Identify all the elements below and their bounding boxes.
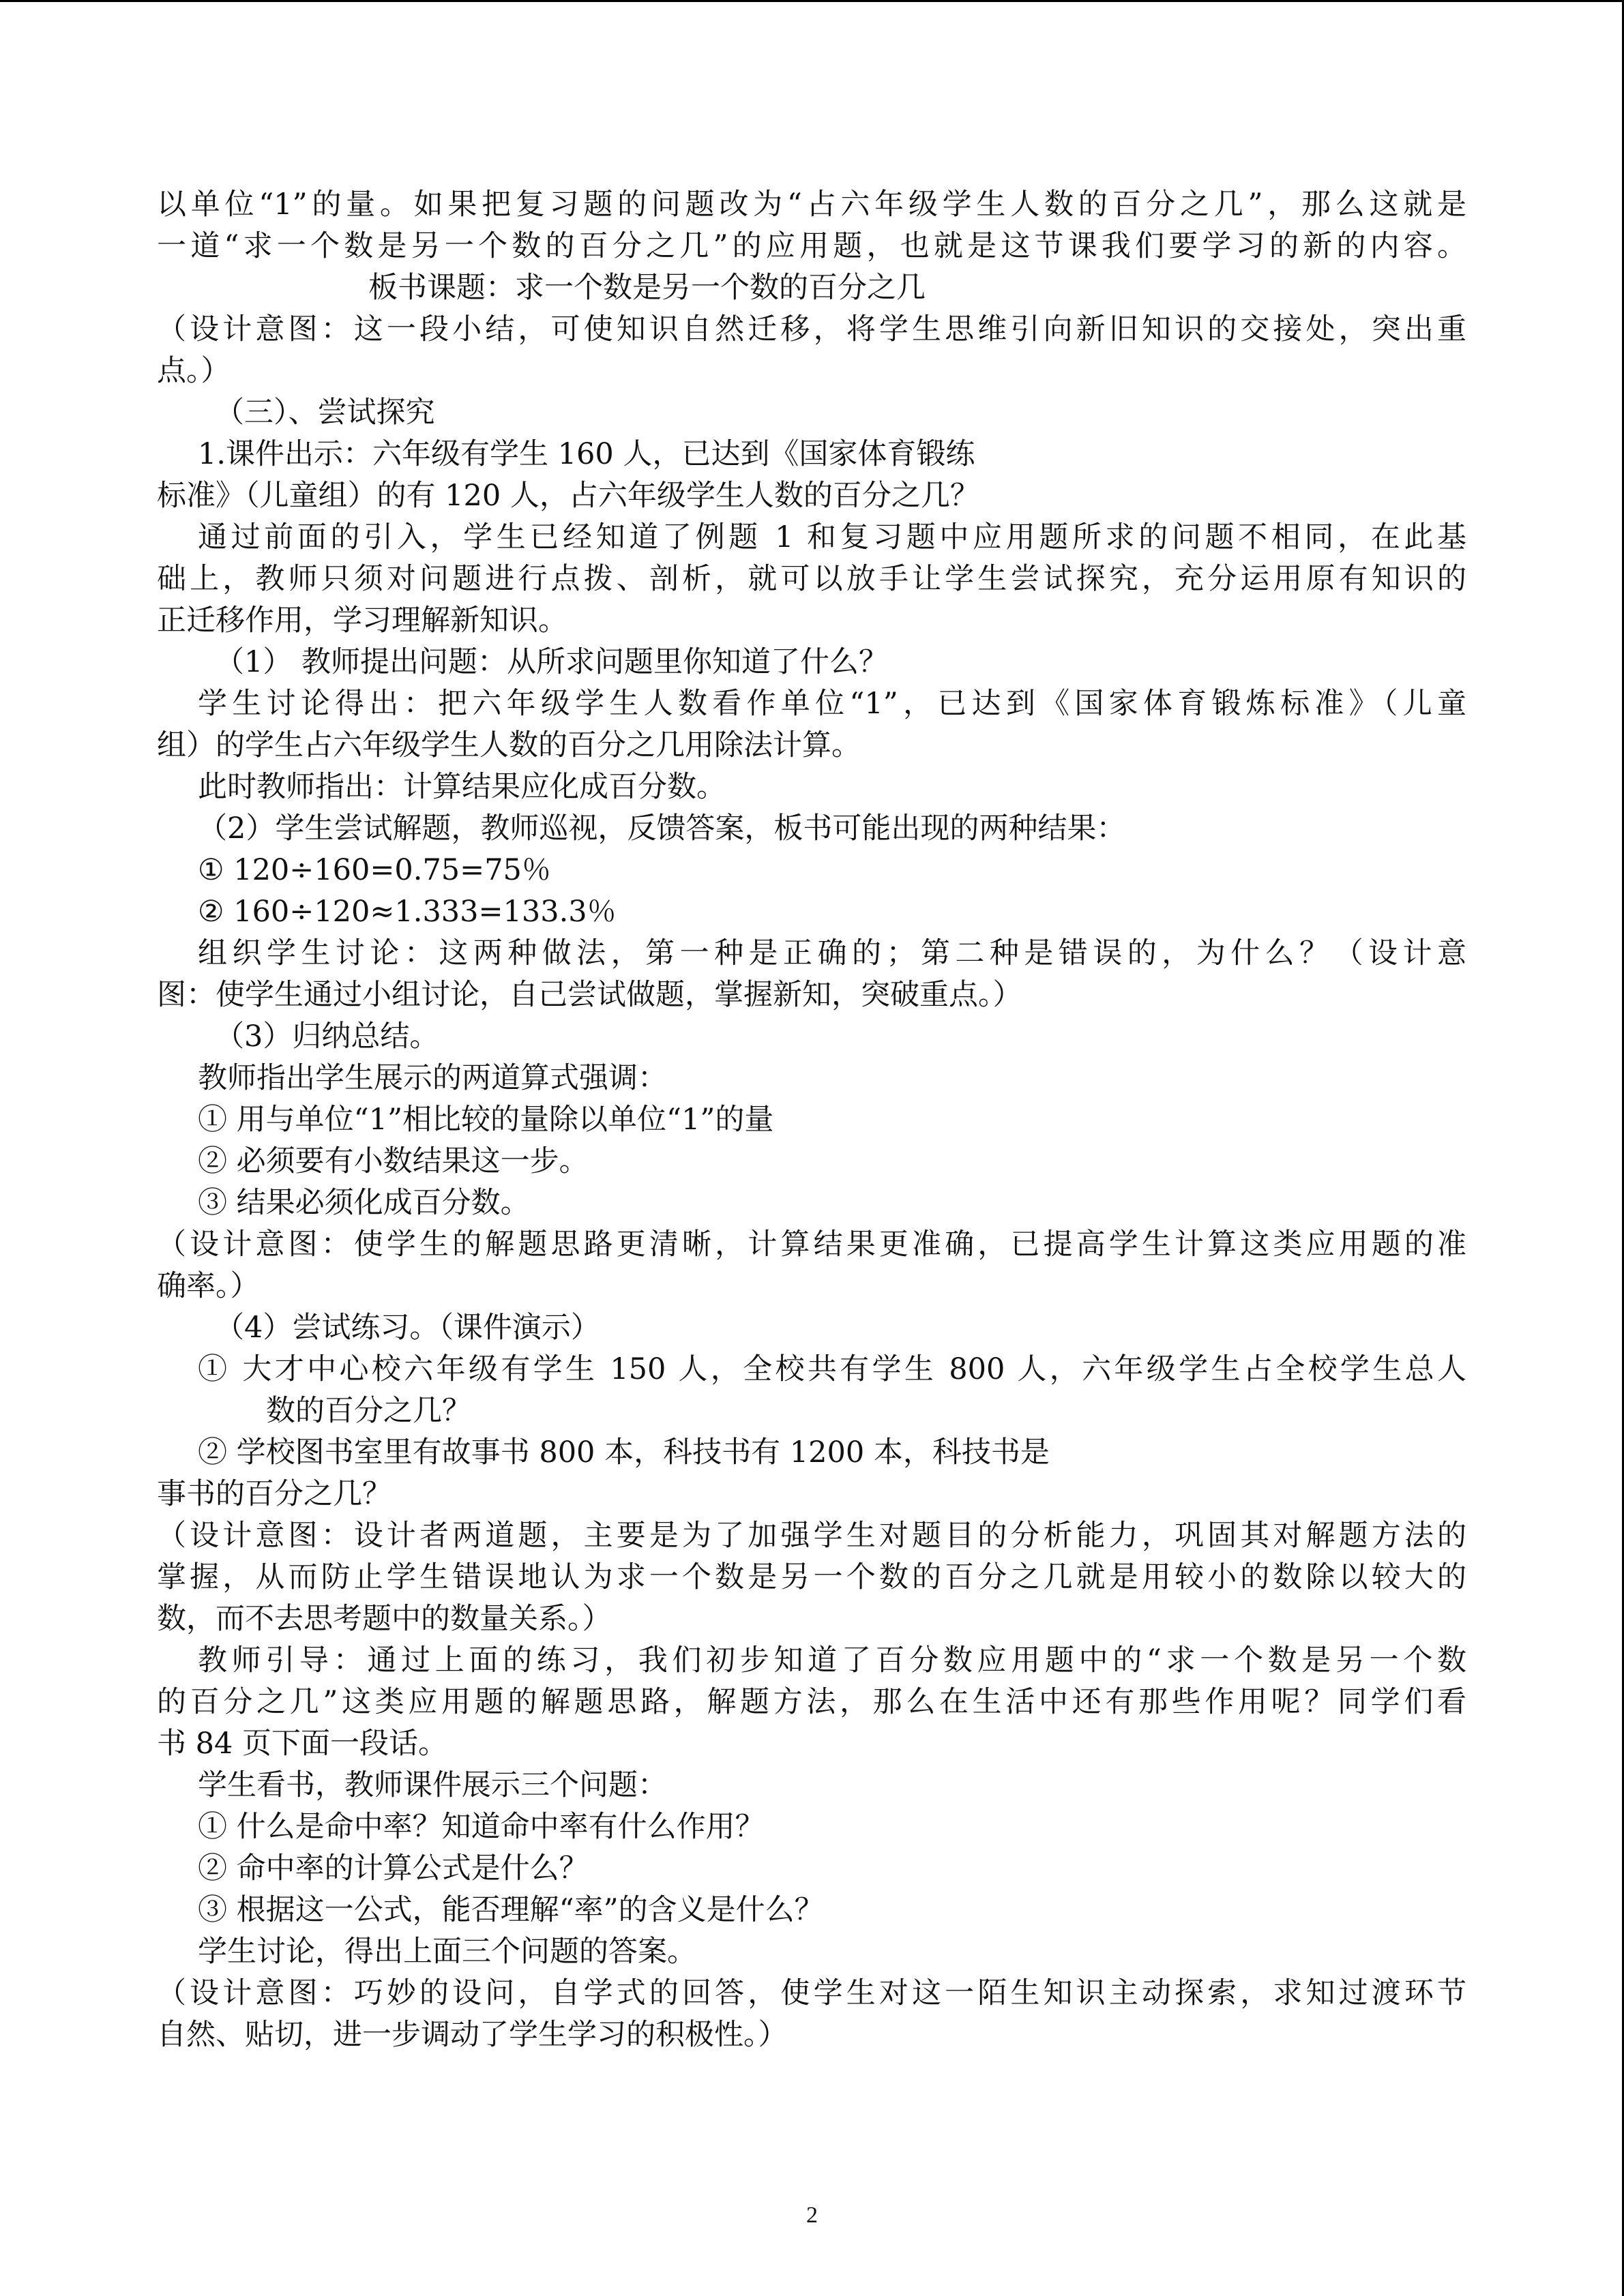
- text-line: 图：使学生通过小组讨论，自己尝试做题，掌握新知，突破重点。）: [157, 978, 1022, 1012]
- text-line: 础上，教师只须对问题进行点拨、剖析，就可以放手让学生尝试探究，充分运用原有知识的: [157, 562, 1466, 596]
- page-border-top: [0, 0, 1624, 2]
- step-heading: （3）归纳总结。: [215, 1019, 439, 1054]
- text-line: 书 84 页下面一段话。: [157, 1727, 448, 1761]
- text-line: 正迁移作用，学习理解新知识。: [157, 603, 567, 638]
- list-item-continuation: 事书的百分之几？: [157, 1477, 392, 1511]
- text-line: 掌握，从而防止学生错误地认为求一个数是另一个数的百分之几就是用较小的数除以较大的: [157, 1560, 1466, 1594]
- list-item: ① 用与单位“1”相比较的量除以单位“1”的量: [198, 1103, 774, 1137]
- design-intent-note: （设计意图：这一段小结，可使知识自然迁移，将学生思维引向新旧知识的交接处，突出重: [157, 312, 1466, 346]
- step-heading: （4）尝试练习。（课件演示）: [215, 1311, 600, 1345]
- list-item: ① 大才中心校六年级有学生 150 人，全校共有学生 800 人，六年级学生占全校学生总人: [198, 1352, 1466, 1386]
- design-intent-note: （设计意图：设计者两道题，主要是为了加强学生对题目的分析能力，巩固其对解题方法的: [157, 1519, 1466, 1553]
- formula-line: ② 160÷120≈1.333=133.3％: [198, 895, 617, 929]
- section-heading: （三）、尝试探究: [215, 396, 435, 430]
- text-line: 教师引导：通过上面的练习，我们初步知道了百分数应用题中的“求一个数是另一个数: [198, 1643, 1466, 1678]
- text-line: 一道“求一个数是另一个数的百分之几”的应用题，也就是这节课我们要学习的新的内容。: [157, 229, 1466, 263]
- list-item: ② 必须要有小数结果这一步。: [198, 1144, 589, 1178]
- text-line: 确率。）: [157, 1269, 260, 1303]
- list-item: ③ 结果必须化成百分数。: [198, 1186, 530, 1220]
- text-line: 学生看书，教师课件展示三个问题：: [198, 1768, 667, 1802]
- list-item-continuation: 数的百分之几？: [266, 1394, 471, 1428]
- text-line: 教师指出学生展示的两道算式强调：: [198, 1061, 667, 1095]
- list-item: ② 命中率的计算公式是什么？: [198, 1851, 589, 1885]
- text-line: 学生讨论，得出上面三个问题的答案。: [198, 1935, 696, 1969]
- text-line: 1.课件出示：六年级有学生 160 人，已达到《国家体育锻练: [198, 437, 975, 471]
- text-line: 组）的学生占六年级学生人数的百分之几用除法计算。: [157, 728, 861, 762]
- formula-line: ① 120÷160=0.75=75％: [198, 853, 551, 887]
- text-line: 点。）: [157, 354, 231, 388]
- text-line: 自然、贴切，进一步调动了学生学习的积极性。）: [157, 2018, 788, 2052]
- text-line: 以单位“1”的量。如果把复习题的问题改为“占六年级学生人数的百分之几”，那么这就是: [157, 188, 1466, 222]
- board-title: 板书课题：求一个数是另一个数的百分之几: [368, 271, 926, 305]
- design-intent-note: （设计意图：巧妙的设问，自学式的回答，使学生对这一陌生知识主动探索，求知过渡环节: [157, 1976, 1466, 2010]
- list-item: ① 什么是命中率？知道命中率有什么作用？: [198, 1810, 765, 1844]
- text-line: 此时教师指出：计算结果应化成百分数。: [198, 770, 726, 804]
- text-line: 学生讨论得出：把六年级学生人数看作单位“1”，已达到《国家体育锻炼标准》（儿童: [198, 687, 1466, 721]
- list-item: ② 学校图书室里有故事书 800 本，科技书有 1200 本，科技书是: [198, 1435, 1050, 1470]
- text-line: 标准》（儿童组）的有 120 人，占六年级学生人数的百分之几？: [157, 479, 979, 513]
- text-line: 的百分之几”这类应用题的解题思路，解题方法，那么在生活中还有那些作用呢？同学们看: [157, 1685, 1466, 1719]
- text-line: 组织学生讨论：这两种做法，第一种是正确的；第二种是错误的，为什么？（设计意: [198, 936, 1466, 970]
- design-intent-note: （设计意图：使学生的解题思路更清晰，计算结果更准确，已提高学生计算这类应用题的准: [157, 1227, 1466, 1262]
- text-line: 数，而不去思考题中的数量关系。）: [157, 1602, 612, 1636]
- step-heading: （1） 教师提出问题：从所求问题里你知道了什么？: [215, 645, 889, 679]
- text-line: 通过前面的引入，学生已经知道了例题 1 和复习题中应用题所求的问题不相同，在此基: [198, 520, 1466, 554]
- page-number: 2: [806, 2203, 818, 2228]
- step-heading: （2）学生尝试解题，教师巡视，反馈答案，板书可能出现的两种结果：: [198, 811, 1126, 846]
- list-item: ③ 根据这一公式，能否理解“率”的含义是什么？: [198, 1893, 824, 1927]
- document-body: [157, 184, 1466, 2056]
